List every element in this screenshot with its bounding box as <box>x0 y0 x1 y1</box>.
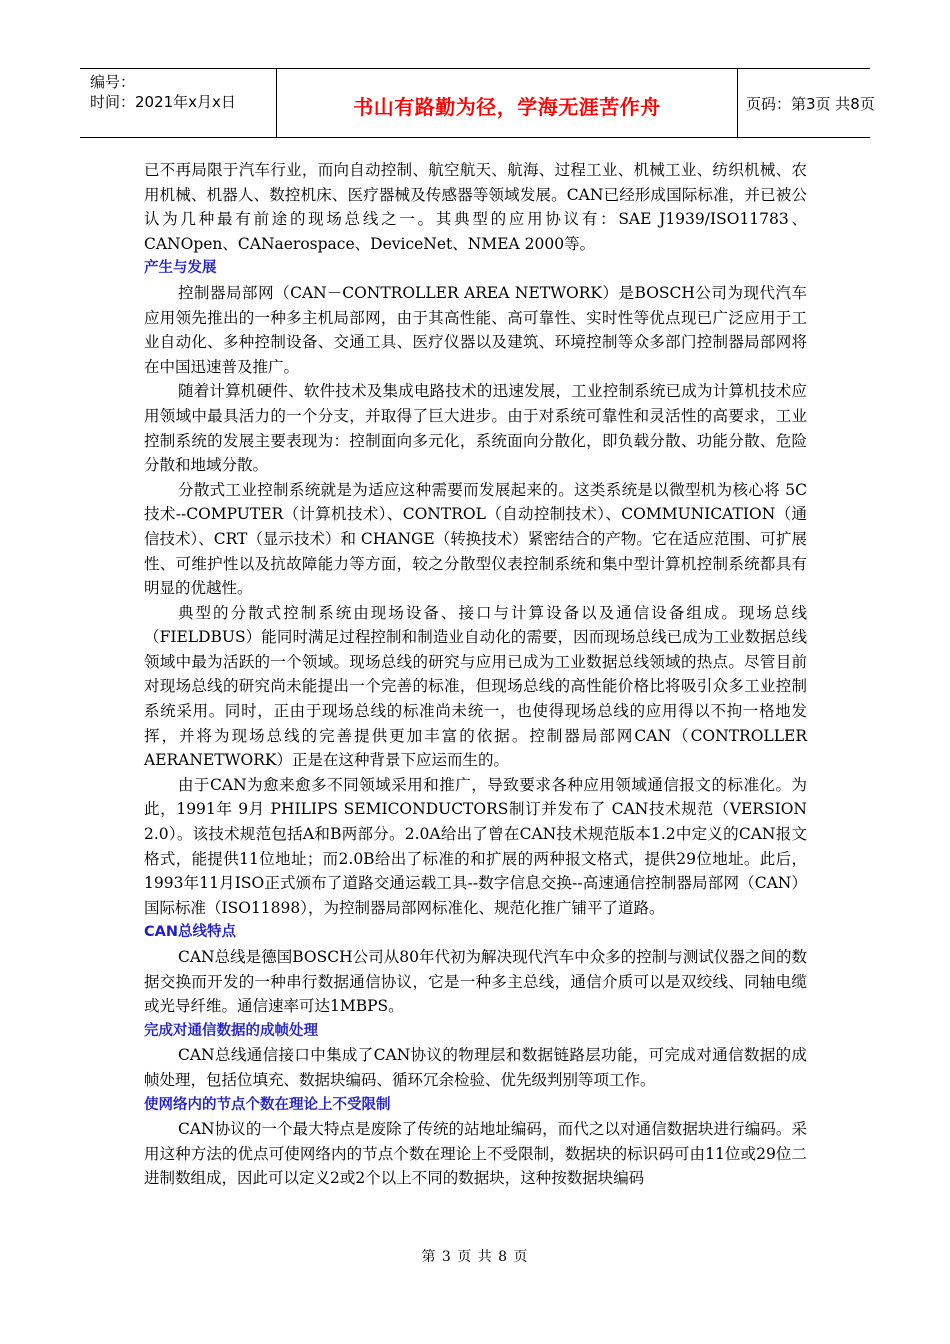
section-heading: CAN总线特点 <box>144 924 236 941</box>
body-paragraph: 典型的分散式控制系统由现场设备、接口与计算设备以及通信设备组成。现场总线（FIELDBUS）能同时满足过程控制和制造业自动化的需要，因而现场总线已成为工业数据总线领域中最为活跃的一个领域。现场总线的研究与应用已成为工业数据总线领域的热点。尽管目前对现场总线的研究尚未能提出一个完善的标准，但现场总线的高性能价格比将吸引众多工业控制系统采用。同时，正由于现场总线的标准尚未统一，也使得现场总线的应用得以不拘一格地发挥，并将为现场总线的完善提供更加丰富的依据。控制器局部网CAN（CONTROLLER AERANETWORK）正是在这种背景下应运而生的。 <box>144 603 807 770</box>
document-date-label: 时间：2021年x月x日 <box>90 93 236 111</box>
section-heading: 完成对通信数据的成帧处理 <box>144 1022 318 1039</box>
document-body <box>144 158 807 1191</box>
body-paragraph: CAN协议的一个最大特点是废除了传统的站地址编码，而代之以对通信数据块进行编码。采用这种方法的优点可使网络内的节点个数在理论上不受限制，数据块的标识码可由11位或29位二进制数组成，因此可以定义2或2个以上不同的数据块，这种按数据块编码 <box>144 1120 807 1188</box>
header-motto: 书山有路勤为径，学海无涯苦作舟 <box>353 95 661 119</box>
header-meta-cell <box>80 69 277 137</box>
body-paragraph: 由于CAN为愈来愈多不同领域采用和推广，导致要求各种应用领域通信报文的标准化。为此，1991年 9月 PHILIPS SEMICONDUCTORS制订并发布了 CAN技术规范（VERSION 2.0）。该技术规范包括A和B两部分。2.0A给出了曾在CAN技术规范版本1.2中定义的CAN报文格式，能提供11位地址；而2.0B给出了标准的和扩展的两种报文格式，提供29位地址。此后，1993年11月ISO正式颁布了道路交通运载工具--数字信息交换--高速通信控制器局部网（CAN）国际标准（ISO11898），为控制器局部网标准化、规范化推广铺平了道路。 <box>144 775 807 917</box>
header-page-cell <box>738 69 875 137</box>
header-motto-cell <box>277 69 738 137</box>
body-paragraph: CAN总线是德国BOSCH公司从80年代初为解决现代汽车中众多的控制与测试仪器之间的数据交换而开发的一种串行数据通信协议，它是一种多主总线，通信介质可以是双绞线、同轴电缆或光导纤维。通信速率可达1MBPS。 <box>144 948 807 1016</box>
body-paragraph: 已不再局限于汽车行业，而向自动控制、航空航天、航海、过程工业、机械工业、纺织机械、农用机械、机器人、数控机床、医疗器械及传感器等领域发展。CAN已经形成国际标准，并已被公认为几种最有前途的现场总线之一。其典型的应用协议有：SAE J1939/ISO11783、CANOpen、CANaerospace、DeviceNet、NMEA 2000等。 <box>144 161 807 253</box>
body-paragraph: CAN总线通信接口中集成了CAN协议的物理层和数据链路层功能，可完成对通信数据的成帧处理，包括位填充、数据块编码、循环冗余检验、优先级判别等项工作。 <box>144 1046 807 1089</box>
header-page-info: 页码：第3页 共8页 <box>746 95 875 113</box>
page-footer: 第 3 页 共 8 页 <box>421 1249 529 1265</box>
body-paragraph: 随着计算机硬件、软件技术及集成电路技术的迅速发展，工业控制系统已成为计算机技术应用领域中最具活力的一个分支，并取得了巨大进步。由于对系统可靠性和灵活性的高要求，工业控制系统的发展主要表现为：控制面向多元化，系统面向分散化，即负载分散、功能分散、危险分散和地域分散。 <box>144 382 807 475</box>
page-header <box>80 68 875 138</box>
body-paragraph: 控制器局部网（CAN－CONTROLLER AREA NETWORK）是BOSCH公司为现代汽车应用领先推出的一种多主机局部网，由于其高性能、高可靠性、实时性等优点现已广泛应用于工业自动化、多种控制设备、交通工具、医疗仪器以及建筑、环境控制等众多部门控制器局部网将在中国迅速普及推广。 <box>144 283 807 376</box>
section-heading: 产生与发展 <box>144 260 217 277</box>
body-paragraph: 分散式工业控制系统就是为适应这种需要而发展起来的。这类系统是以微型机为核心将 5C 技术--COMPUTER（计算机技术）、CONTROL（自动控制技术）、COMMUNICATION（通信技术）、CRT（显示技术）和 CHANGE（转换技术）紧密结合的产物。它在适应范围、可扩展性、可维护性以及抗故障能力等方面，较之分散型仪表控制系统和集中型计算机控制系统都具有明显的优越性。 <box>144 480 807 598</box>
document-number-label: 编号： <box>90 73 136 91</box>
section-heading: 使网络内的节点个数在理论上不受限制 <box>144 1096 391 1113</box>
